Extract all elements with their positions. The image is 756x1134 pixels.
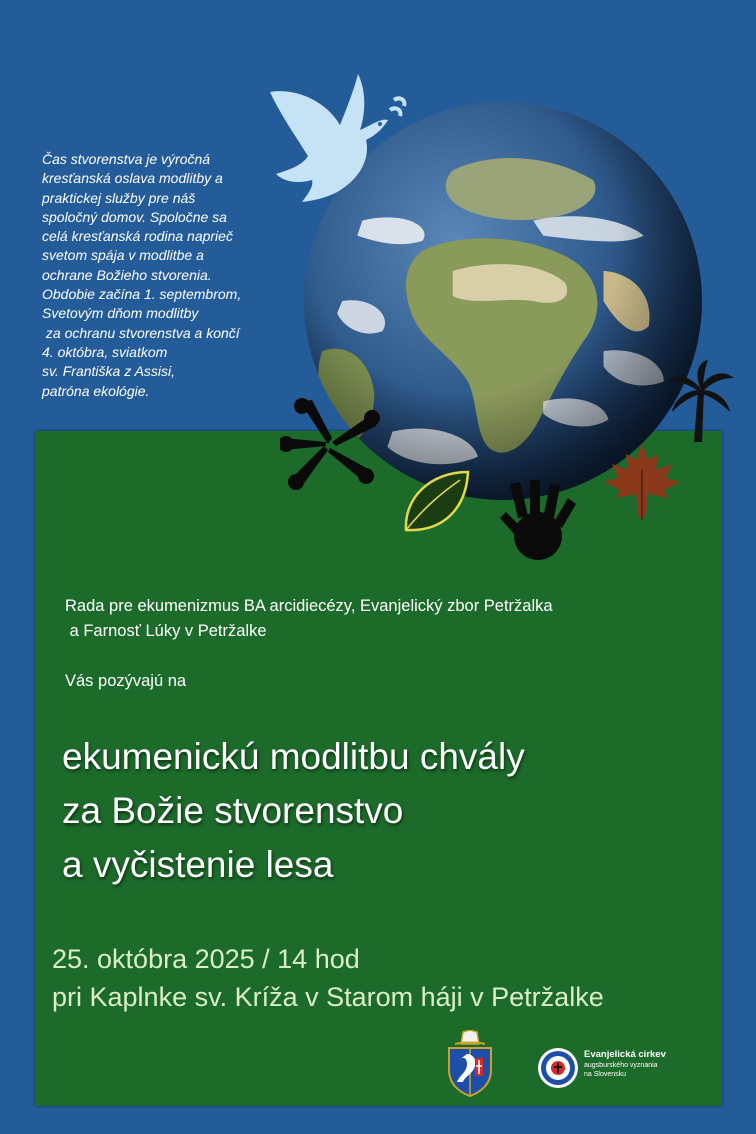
maple-leaf-icon [602,440,682,520]
church-name: Evanjelická cirkev [584,1049,666,1060]
intro-line: Čas stvorenstva je výročná [42,151,211,167]
intro-line: kresťanská oslava modlitby a [42,170,223,187]
palm-tree-icon [664,360,736,444]
organizers [65,594,685,644]
event-date-time: 25. októbra 2025 / 14 hod [52,944,360,974]
intro-text [42,150,287,401]
leaf-icon [400,468,472,536]
intro-line: 4. októbra, sviatkom [42,343,168,360]
event-title-line: a vyčistenie lesa [62,844,334,885]
intro-line: za ochranu stvorenstva a končí [42,324,240,341]
event-details [52,940,712,1016]
intro-line: Obdobie začína 1. septembrom, [42,286,242,303]
joined-hands-icon [280,398,380,490]
diocese-coat-of-arms-icon [445,1030,495,1098]
event-title-line: za Božie stvorenstvo [62,790,404,831]
intro-line: patróna ekológie. [42,382,150,399]
intro-line: ochrane Božieho stvorenia. [42,266,212,283]
church-subtitle: augsburského vyznania na Slovensku [584,1062,658,1078]
intro-line: svetom spája v modlitbe a [42,247,204,264]
intro-line: Svetovým dňom modlitby [42,305,199,322]
handprint-icon [498,478,576,566]
evangelical-church-logo-text [584,1049,694,1079]
organizers-line: Rada pre ekumenizmus BA arcidiecézy, Evanjelický zbor Petržalka [65,597,553,615]
intro-line: praktickej služby pre náš [42,189,196,206]
evangelical-church-logo-icon [537,1047,579,1089]
event-title [62,730,702,892]
organizers-line: a Farnosť Lúky v Petržalke [65,622,267,640]
intro-line: sv. Františka z Assisi, [42,363,176,380]
event-place: pri Kaplnke sv. Kríža v Starom háji v Petržalke [52,982,604,1012]
intro-line: celá kresťanská rodina naprieč [42,228,233,245]
invitation-text: Vás pozývajú na [65,672,187,690]
event-title-line: ekumenickú modlitbu chvály [62,736,525,777]
intro-line: spoločný domov. Spoločne sa [42,208,227,225]
